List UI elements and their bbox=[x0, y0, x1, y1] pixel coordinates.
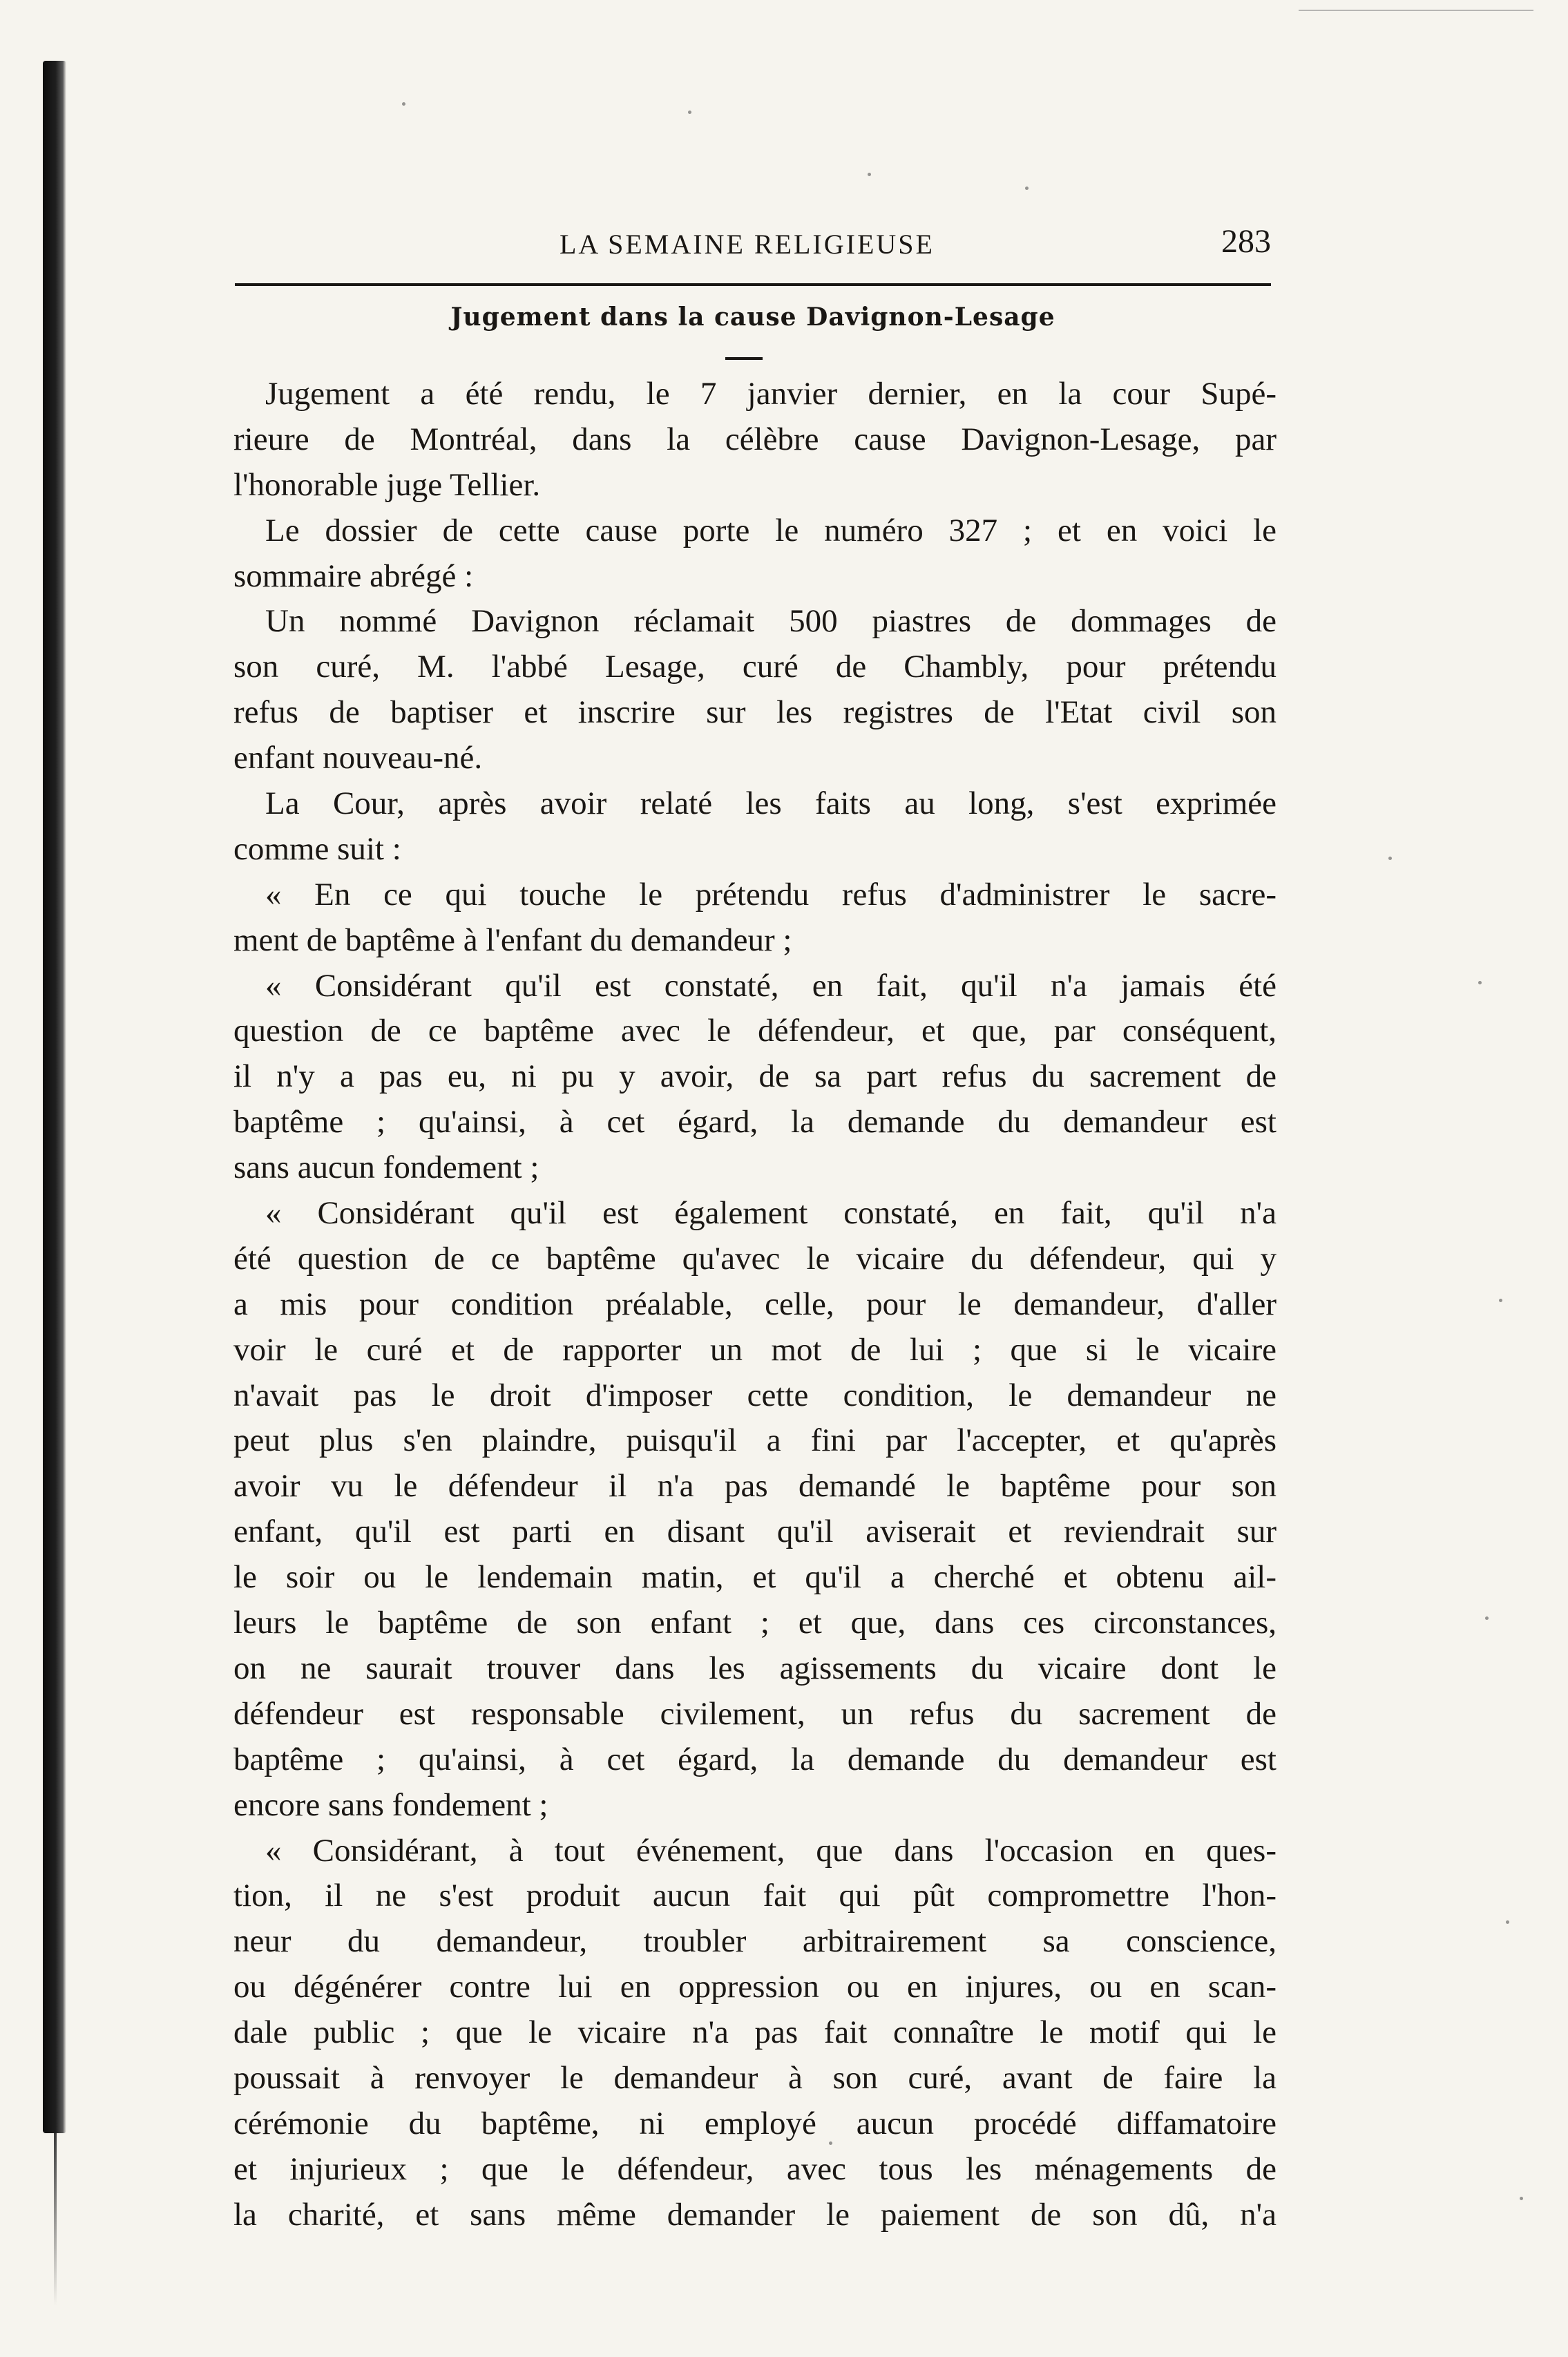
scan-speckle bbox=[868, 173, 871, 176]
text-line: Jugement a été rendu, le 7 janvier dernier, en la cour Supé- bbox=[265, 376, 1277, 412]
text-line: « Considérant qu'il est constaté, en fait, qu'il n'a jamais été bbox=[265, 967, 1277, 1004]
text-line: sans aucun fondement ; bbox=[233, 1149, 539, 1186]
text-line: Un nommé Davignon réclamait 500 piastres de dommages de bbox=[265, 603, 1277, 640]
scan-speckle bbox=[1520, 2197, 1523, 2200]
text-line: Le dossier de cette cause porte le numéro 327 ; et en voici le bbox=[265, 512, 1277, 548]
text-line: l'honorable juge Tellier. bbox=[233, 466, 541, 503]
page-header bbox=[235, 223, 1271, 269]
text-line: neur du demandeur, troubler arbitrairement sa conscience, bbox=[233, 1923, 1277, 1960]
binding-gutter-fade bbox=[54, 2133, 57, 2306]
text-line: leurs le baptême de son enfant ; et que, dans ces circonstances, bbox=[233, 1605, 1277, 1641]
text-line: « Considérant, à tout événement, que dans l'occasion en ques- bbox=[265, 1832, 1277, 1869]
text-line: il n'y a pas eu, ni pu y avoir, de sa part refus du sacrement de bbox=[233, 1058, 1277, 1095]
scan-speckle bbox=[1506, 1920, 1509, 1924]
text-line: peut plus s'en plaindre, puisqu'il a fini par l'accepter, et qu'après bbox=[233, 1422, 1277, 1459]
text-line: et injurieux ; que le défendeur, avec tous les ménagements de bbox=[233, 2150, 1277, 2187]
page-number: 283 bbox=[1221, 223, 1271, 260]
text-line: avoir vu le défendeur il n'a pas demandé le baptême pour son bbox=[233, 1468, 1277, 1505]
text-line: baptême ; qu'ainsi, à cet égard, la demande du demandeur est bbox=[233, 1741, 1277, 1777]
scan-speckle bbox=[688, 111, 691, 114]
text-line: voir le curé et de rapporter un mot de lui ; que si le vicaire bbox=[233, 1331, 1277, 1368]
text-line: on ne saurait trouver dans les agissements du vicaire dont le bbox=[233, 1650, 1277, 1686]
text-line: son curé, M. l'abbé Lesage, curé de Chambly, pour prétendu bbox=[233, 649, 1277, 685]
text-line: le soir ou le lendemain matin, et qu'il a cherché et obtenu ail- bbox=[233, 1559, 1277, 1596]
text-line: comme suit : bbox=[233, 830, 401, 867]
scan-speckle bbox=[1478, 981, 1482, 984]
text-line: baptême ; qu'ainsi, à cet égard, la demande du demandeur est bbox=[233, 1104, 1277, 1141]
title-dash bbox=[725, 357, 763, 360]
scan-speckle bbox=[1485, 1616, 1489, 1620]
text-line: « Considérant qu'il est également constaté, en fait, qu'il n'a bbox=[265, 1195, 1277, 1232]
scan-speckle bbox=[1499, 1299, 1502, 1302]
text-line: été question de ce baptême qu'avec le vicaire du défendeur, qui y bbox=[233, 1240, 1277, 1277]
text-line: enfant, qu'il est parti en disant qu'il aviserait et reviendrait sur bbox=[233, 1514, 1277, 1550]
scan-edge-mark bbox=[1299, 10, 1533, 11]
text-line: La Cour, après avoir relaté les faits au long, s'est exprimée bbox=[265, 785, 1277, 822]
article-body bbox=[233, 372, 1277, 2238]
text-line: a mis pour condition préalable, celle, pour le demandeur, d'aller bbox=[233, 1286, 1277, 1322]
text-line: dale public ; que le vicaire n'a pas fait connaître le motif qui le bbox=[233, 2014, 1277, 2051]
scan-speckle bbox=[1388, 857, 1392, 860]
text-line: n'avait pas le droit d'imposer cette condition, le demandeur ne bbox=[233, 1377, 1277, 1413]
text-line: refus de baptiser et inscrire sur les registres de l'Etat civil son bbox=[233, 694, 1277, 731]
running-head: LA SEMAINE RELIGIEUSE bbox=[560, 229, 935, 260]
article-title: Jugement dans la cause Davignon-Lesage bbox=[450, 303, 1055, 332]
text-line: tion, il ne s'est produit aucun fait qui pût compromettre l'hon- bbox=[233, 1878, 1277, 1914]
text-line: défendeur est responsable civilement, un refus du sacrement de bbox=[233, 1695, 1277, 1732]
text-line: ment de baptême à l'enfant du demandeur ; bbox=[233, 922, 792, 958]
text-line: enfant nouveau-né. bbox=[233, 740, 483, 776]
scan-speckle bbox=[402, 102, 405, 106]
header-rule bbox=[235, 283, 1271, 286]
text-line: « En ce qui touche le prétendu refus d'administrer le sacre- bbox=[265, 876, 1277, 913]
text-line: la charité, et sans même demander le paiement de son dû, n'a bbox=[233, 2196, 1277, 2233]
text-line: cérémonie du baptême, ni employé aucun procédé diffamatoire bbox=[233, 2105, 1277, 2141]
binding-gutter-shadow bbox=[43, 61, 66, 2133]
text-line: question de ce baptême avec le défendeur, et que, par conséquent, bbox=[233, 1013, 1277, 1049]
text-line: poussait à renvoyer le demandeur à son curé, avant de faire la bbox=[233, 2059, 1277, 2096]
text-line: rieure de Montréal, dans la célèbre cause Davignon-Lesage, par bbox=[233, 421, 1277, 457]
text-line: ou dégénérer contre lui en oppression ou en injures, ou en scan- bbox=[233, 1969, 1277, 2005]
text-line: encore sans fondement ; bbox=[233, 1786, 548, 1823]
scan-speckle bbox=[1025, 187, 1029, 190]
text-line: sommaire abrégé : bbox=[233, 557, 474, 594]
